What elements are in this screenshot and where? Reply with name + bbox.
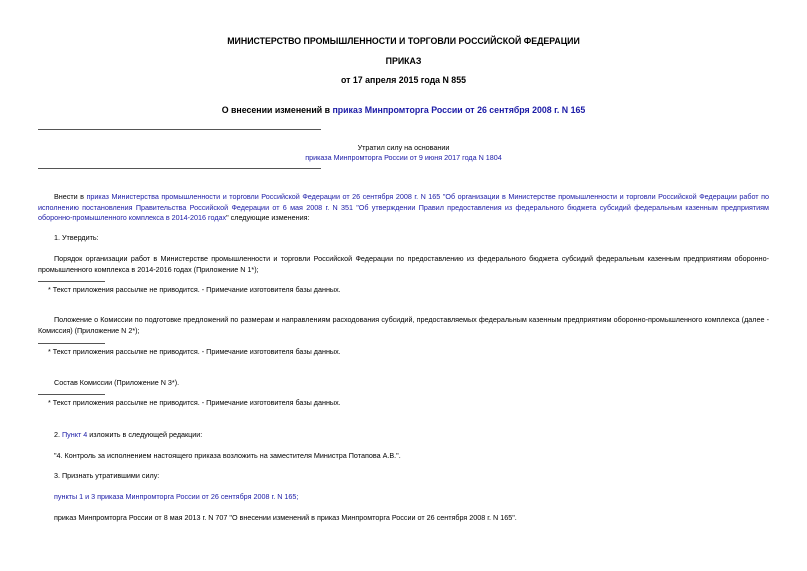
footnote-1: * Текст приложения рассылке не приводится. - Примечание изготовителя базы данных. [48, 285, 341, 294]
item-3a [54, 492, 298, 503]
repeal-order-link[interactable]: приказа Минпромторга России от 9 июня 2017 года N 1804 [305, 153, 502, 162]
item-3: 3. Признать утратившими силу: [54, 471, 160, 480]
intro-post: " следующие изменения: [226, 213, 310, 222]
title-link[interactable]: приказ Минпромторга России от 26 сентября 2008 г. N 165 [332, 105, 586, 115]
footnote-3: * Текст приложения рассылке не приводится. - Примечание изготовителя базы данных. [48, 398, 341, 407]
commission-composition: Состав Комиссии (Приложение N 3*). [54, 378, 180, 387]
commission-regulation-paragraph: Положение о Комиссии по подготовке предложений по размерам и направлениям расходования субсидий, предоставляемых федеральным казенным предприятиям оборонно-промышленного комплекса (далее - Комиссия) (Приложение N 2*); [38, 315, 769, 335]
footnote-rule-1 [38, 281, 105, 282]
items-1-3-link[interactable]: пункты 1 и 3 приказа Минпромторга России от 26 сентября 2008 г. N 165; [54, 492, 299, 501]
item-2 [54, 430, 202, 441]
title-prefix: О внесении изменений в [221, 105, 333, 115]
item-2-number: 2. [54, 430, 62, 439]
divider-bottom [38, 168, 321, 169]
item-4-link[interactable]: Пункт 4 [62, 430, 88, 439]
footnote-2: * Текст приложения рассылке не приводится. - Примечание изготовителя базы данных. [48, 347, 341, 356]
document-title [0, 105, 807, 116]
document-type: ПРИКАЗ [385, 56, 422, 66]
item-3b: приказ Минпромторга России от 8 мая 2013 г. N 707 "О внесении изменений в приказ Минпромторга России от 26 сентября 2008 г. N 165". [54, 513, 517, 522]
status-link-wrap [0, 153, 807, 164]
divider-top [38, 129, 321, 130]
item-2-rest: изложить в следующей редакции: [87, 430, 203, 439]
item-1: 1. Утвердить: [54, 233, 99, 242]
intro-pre: Внести в [54, 192, 87, 201]
ministry-heading: МИНИСТЕРСТВО ПРОМЫШЛЕННОСТИ И ТОРГОВЛИ РОССИЙСКОЙ ФЕДЕРАЦИИ [227, 36, 580, 46]
footnote-rule-3 [38, 394, 105, 395]
item-2-quote: "4. Контроль за исполнением настоящего приказа возложить на заместителя Министра Потапова А.В.". [54, 451, 401, 460]
status-line: Утратил силу на основании [357, 143, 450, 152]
order-165-link[interactable]: приказ Министерства промышленности и торговли Российской Федерации от 26 сентября 2008 г. N 165 "Об организации в Министерстве промышленности и торговли Российской Федерации работ по исполнению постановления Правительства Российской Федерации от 6 мая 2008 г. N 351 "Об утверждении Правил предоставления из федерального бюджета субсидий федеральным казенным предприятиям оборонно-промышленного комплекса в 2014-2016 годах [38, 192, 769, 222]
footnote-rule-2 [38, 343, 105, 344]
intro-paragraph [38, 192, 769, 224]
date-number: от 17 апреля 2015 года N 855 [341, 75, 466, 85]
procedure-paragraph: Порядок организации работ в Министерстве промышленности и торговли Российской Федерации по предоставлению из федерального бюджета субсидий федеральным казенным предприятиям оборонно-промышленного комплекса в 2014-2016 годах (Приложение N 1*); [38, 254, 769, 274]
